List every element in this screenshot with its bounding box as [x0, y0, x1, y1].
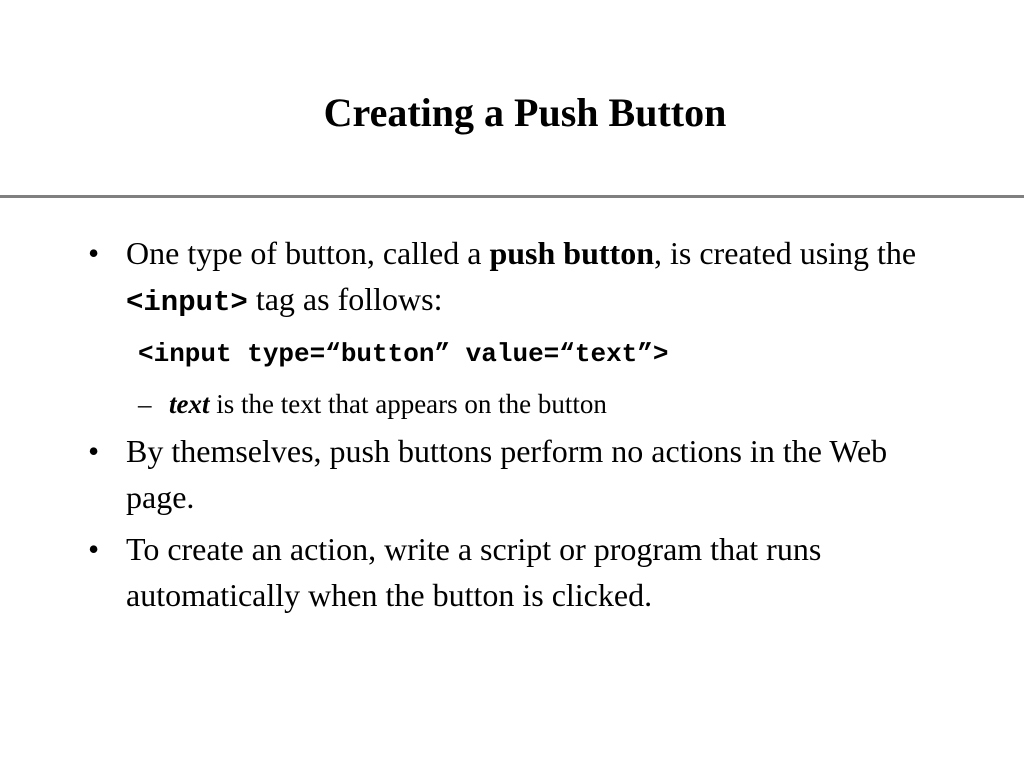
bullet-marker: •	[88, 433, 100, 469]
sub-bullet-marker: –	[138, 389, 152, 419]
bullet-text-bold: push button	[489, 235, 654, 271]
bullet-create-action	[0, 526, 1024, 618]
slide-title: Creating a Push Button	[323, 90, 727, 135]
sub-bullet-term: text	[169, 389, 210, 419]
sub-bullet-rest: is the text that appears on the button	[209, 389, 607, 419]
bullet-text-mid: , is created using the	[653, 235, 917, 271]
bullet-marker: •	[88, 531, 100, 567]
bullet-text-post: tag as follows:	[247, 281, 443, 317]
input-tag-code: <input>	[126, 286, 248, 319]
sub-bullet-text-explanation	[0, 384, 1024, 424]
bullet-text: By themselves, push buttons perform no actions in the Web page.	[126, 433, 888, 515]
bullet-text: To create an action, write a script or program that runs automatically when the button is clicked.	[126, 531, 822, 613]
bullet-text-pre: One type of button, called a	[126, 235, 490, 271]
bullet-no-actions	[0, 428, 1024, 520]
slide-body	[0, 230, 1024, 618]
bullet-marker: •	[88, 235, 100, 271]
code-example: <input type=“button” value=“text”>	[138, 339, 669, 369]
bullet-push-button-definition	[0, 230, 1024, 326]
title-divider	[0, 195, 1024, 198]
